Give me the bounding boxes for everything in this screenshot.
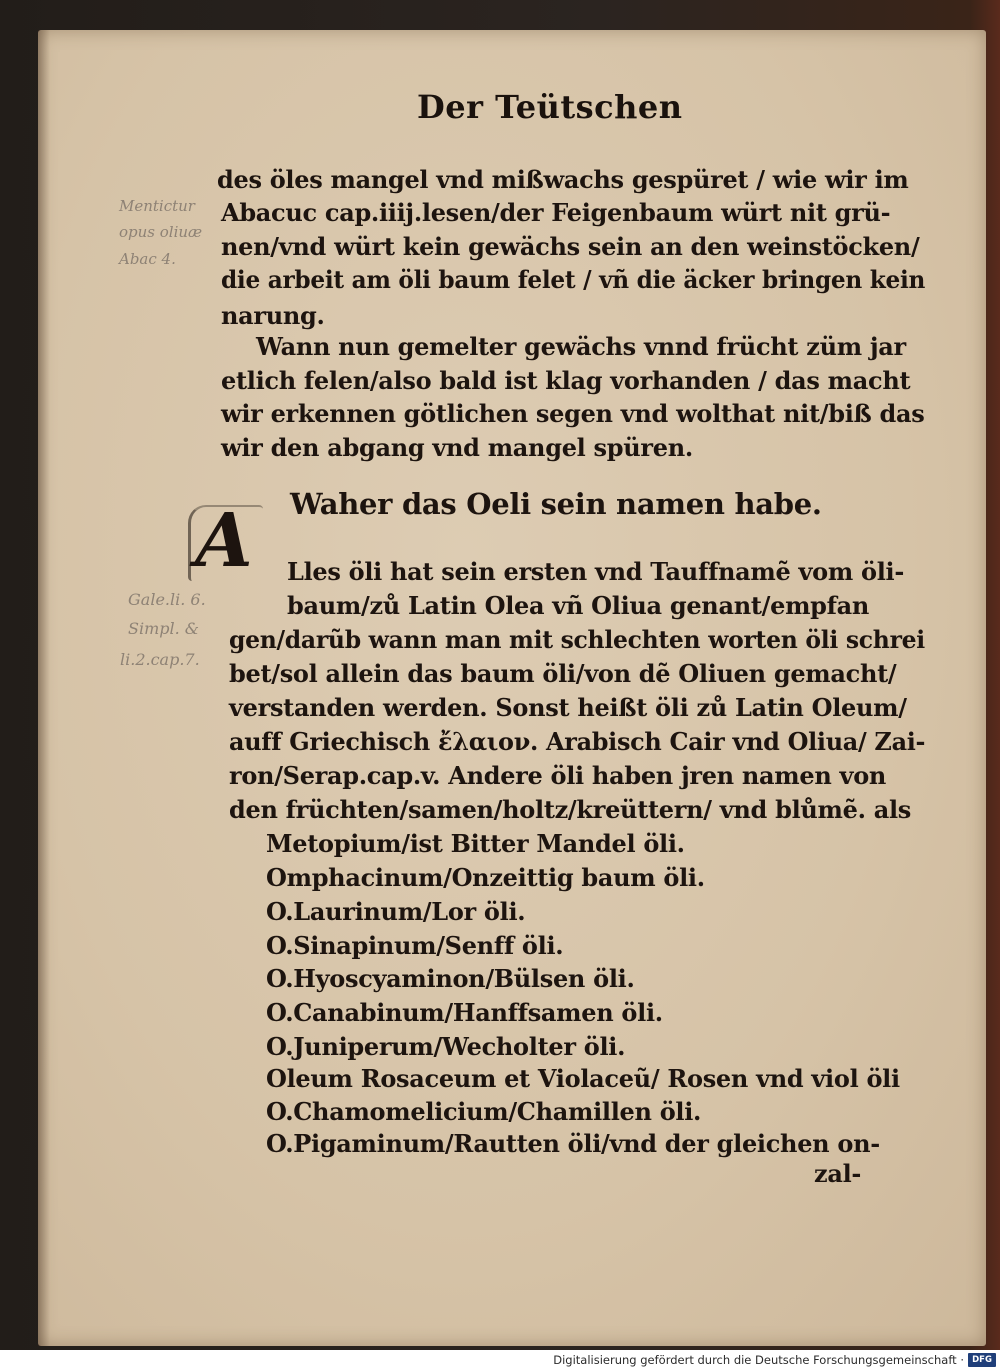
- page-gutter-shadow: [38, 30, 50, 1346]
- oil-list-item: O.Canabinum/Hanffsamen öli.: [266, 998, 663, 1027]
- text-line: nen/vnd würt kein gewächs sein an den weinstöcken/: [221, 232, 920, 261]
- footer-credit-text: Digitalisierung gefördert durch die Deutsche Forschungsgemeinschaft ·: [553, 1353, 964, 1367]
- text-line: baum/zů Latin Olea vñ Oliua genant/empfan: [287, 591, 870, 620]
- margin-note: Mentictur: [119, 197, 195, 215]
- margin-note: opus oliuæ: [119, 223, 203, 241]
- digitization-footer: [0, 1350, 1000, 1371]
- catchword: zal-: [814, 1159, 862, 1188]
- oil-list-item: O.Sinapinum/Senff öli.: [266, 931, 564, 960]
- text-line: Wann nun gemelter gewächs vnnd frücht züm jar: [256, 332, 906, 361]
- oil-list-item: O.Pigaminum/Rautten öli/vnd der gleichen on-: [266, 1129, 880, 1158]
- text-line: narung.: [221, 301, 325, 330]
- oil-list-item: Oleum Rosaceum et Violaceũ/ Rosen vnd viol öli: [266, 1064, 900, 1093]
- text-line: auff Griechisch ἔλαιον. Arabisch Cair vnd Oliua/ Zai-: [229, 727, 926, 756]
- section-heading: Waher das Oeli sein namen habe.: [290, 487, 822, 521]
- text-line: verstanden werden. Sonst heißt öli zů Latin Oleum/: [229, 693, 907, 722]
- oil-list-item: Omphacinum/Onzeittig baum öli.: [266, 863, 705, 892]
- text-line: den früchten/samen/holtz/kreüttern/ vnd blůmẽ. als: [229, 795, 911, 824]
- margin-note: Abac 4.: [119, 250, 176, 268]
- text-line: gen/darũb wann man mit schlechten worten öli schrei: [229, 625, 925, 654]
- text-line: Abacuc cap.iiij.lesen/der Feigenbaum würt nit grü-: [221, 198, 891, 227]
- margin-note: li.2.cap.7.: [120, 650, 200, 669]
- running-head: Der Teütschen: [417, 88, 683, 126]
- oil-list-item: O.Chamomelicium/Chamillen öli.: [266, 1097, 702, 1126]
- oil-list-item: O.Juniperum/Wecholter öli.: [266, 1032, 626, 1061]
- oil-list-item: Metopium/ist Bitter Mandel öli.: [266, 829, 685, 858]
- text-line: ron/Serap.cap.v. Andere öli haben jren namen von: [229, 761, 887, 790]
- oil-list-item: O.Hyoscyaminon/Bülsen öli.: [266, 964, 635, 993]
- drop-cap-initial: A: [195, 498, 253, 584]
- margin-note: Gale.li. 6.: [128, 590, 206, 609]
- oil-list-item: O.Laurinum/Lor öli.: [266, 897, 526, 926]
- text-line: wir erkennen götlichen segen vnd wolthat nit/biß das: [221, 399, 925, 428]
- text-line: des öles mangel vnd mißwachs gespüret / wie wir im: [217, 165, 909, 194]
- text-line: wir den abgang vnd mangel spüren.: [221, 433, 693, 462]
- dfg-logo-icon: DFG: [968, 1353, 996, 1367]
- text-line: die arbeit am öli baum felet / vñ die äcker bringen kein: [221, 265, 926, 294]
- text-line: Lles öli hat sein ersten vnd Tauffnamẽ vom öli-: [287, 557, 905, 586]
- text-line: bet/sol allein das baum öli/von dẽ Oliuen gemacht/: [229, 659, 897, 688]
- margin-note: Simpl. &: [128, 619, 200, 638]
- text-line: etlich felen/also bald ist klag vorhanden / das macht: [221, 366, 911, 395]
